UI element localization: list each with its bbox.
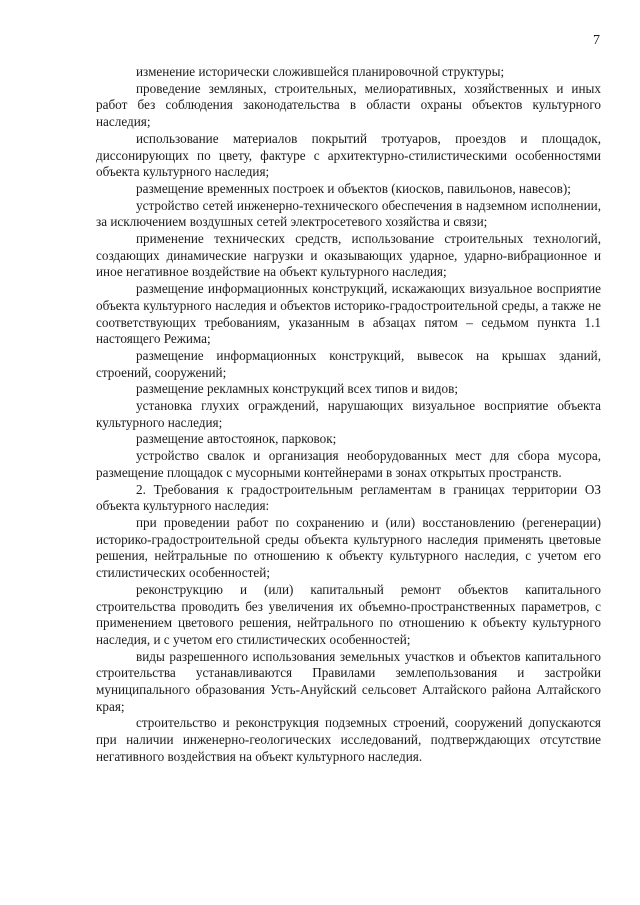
- paragraph: изменение исторически сложившейся планировочной структуры;: [136, 64, 505, 79]
- paragraph: устройство свалок и организация необорудованных мест для сбора мусора, размещение площадок с мусорными контейнерами в зонах открытых пространств.: [96, 448, 601, 480]
- paragraph: размещение информационных конструкций, искажающих визуальное восприятие объекта культурного наследия и объектов историко-градостроительной среды, а также не соответствующих требованиям, указанным в абзацах пятом – седьмом пункта 1.1 настоящего Режима;: [96, 281, 601, 347]
- section-heading: 2. Требования к градостроительным регламентам в границах территории ОЗ объекта культурного наследия:: [96, 481, 601, 514]
- paragraph: реконструкцию и (или) капитальный ремонт объектов капитального строительства проводить без увеличения их объемно-пространственных параметров, с применением цветового решения, нейтрального по отношению к объекту культурного наследия, и с учетом его стилистических особенностей;: [96, 581, 601, 647]
- page-number: 7: [593, 33, 600, 48]
- paragraph: установка глухих ограждений, нарушающих визуальное восприятие объекта культурного наследия;: [96, 398, 601, 430]
- paragraph: виды разрешенного использования земельных участков и объектов капитального строительства устанавливаются Правилами землепользования и застройки муниципального образования Усть-Ануйский сельсовет Алтайского района Алтайского края;: [96, 648, 601, 714]
- document-body: [96, 64, 601, 766]
- paragraph: применение технических средств, использование строительных технологий, создающих динамические нагрузки и оказывающих ударное, ударно-вибрационное и иное негативное воздействие на объект культурного наследия;: [96, 231, 601, 280]
- paragraph: при проведении работ по сохранению и (или) восстановлению (регенерации) историко-градостроительной среды объекта культурного наследия применять цветовые решения, нейтральные по отношению к объекту культурного наследия, с учетом его стилистических особенностей;: [96, 514, 601, 581]
- paragraph: строительство и реконструкция подземных строений, сооружений допускаются при наличии инженерно-геологических исследований, подтверждающих отсутствие негативного воздействия на объект культурного наследия.: [96, 715, 601, 764]
- paragraph: использование материалов покрытий тротуаров, проездов и площадок, диссонирующих по цвету, фактуре с архитектурно-стилистическими особенностями объекта культурного наследия;: [96, 130, 601, 180]
- paragraph: размещение автостоянок, парковок;: [136, 431, 337, 447]
- paragraph: устройство сетей инженерно-технического обеспечения в надземном исполнении, за исключением воздушных сетей электросетевого хозяйства и связи;: [96, 197, 601, 230]
- paragraph: размещение временных построек и объектов (киосков, павильонов, навесов);: [136, 180, 571, 196]
- paragraph: размещение информационных конструкций, вывесок на крышах зданий, строений, сооружений;: [96, 347, 601, 380]
- paragraph: проведение земляных, строительных, мелиоративных, хозяйственных и иных работ без соблюдения законодательства в области охраны объектов культурного наследия;: [96, 80, 601, 130]
- paragraph: размещение рекламных конструкций всех типов и видов;: [136, 381, 458, 397]
